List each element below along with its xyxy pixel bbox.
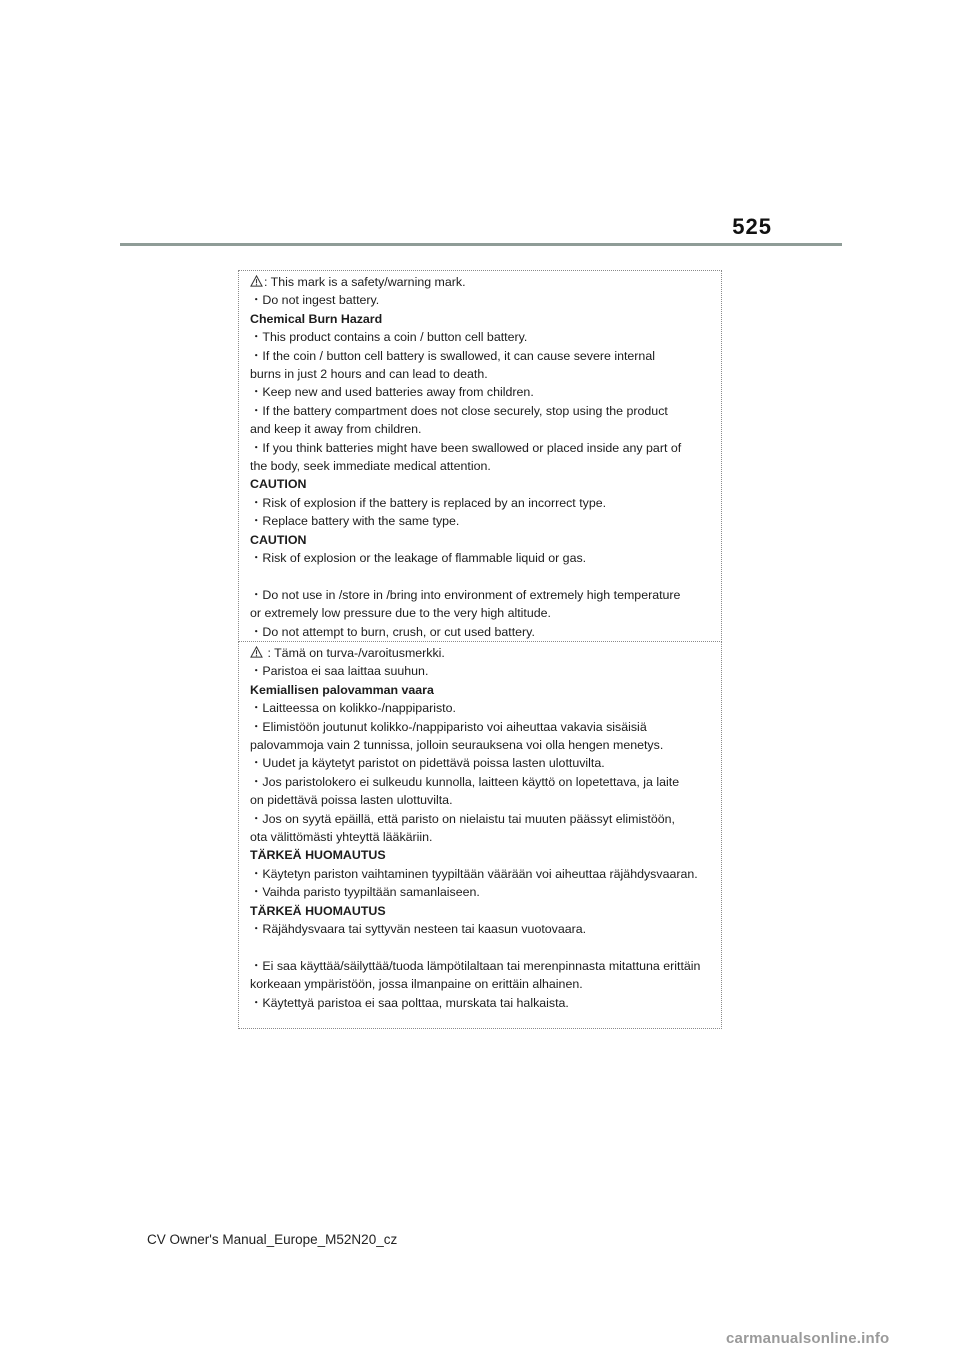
label-line (250, 773, 721, 791)
line-text: TÄRKEÄ HUOMAUTUS (250, 848, 386, 863)
line-text: Chemical Burn Hazard (250, 311, 383, 326)
label-line (250, 291, 721, 309)
label-line (250, 865, 721, 883)
label-heading (250, 846, 721, 864)
label-line (250, 402, 721, 420)
label-heading (250, 475, 721, 493)
line-text: Kemiallisen palovamman vaara (250, 682, 434, 697)
label-content-english (239, 271, 721, 641)
line-text: ・Do not attempt to burn, crush, or cut used battery. (250, 624, 535, 639)
label-line (250, 439, 721, 457)
line-text: ・Do not ingest battery. (250, 293, 380, 308)
line-text: ・Keep new and used batteries away from children. (250, 385, 534, 400)
label-line (250, 328, 721, 346)
warning-triangle-icon (250, 646, 263, 658)
line-text: TÄRKEÄ HUOMAUTUS (250, 903, 386, 918)
line-text: ・Risk of explosion if the battery is replaced by an incorrect type. (250, 495, 607, 510)
line-text: : This mark is a safety/warning mark. (264, 275, 466, 289)
label-line (250, 957, 721, 975)
line-text: the body, seek immediate medical attention. (250, 459, 491, 474)
blank-line (250, 568, 721, 586)
line-text: CAUTION (250, 532, 307, 547)
line-text: ota välittömästi yhteyttä lääkäriin. (250, 830, 433, 845)
line-text: ・Laitteessa on kolikko-/nappiparisto. (250, 701, 456, 716)
line-text: korkeaan ympäristöön, jossa ilmanpaine on erittäin alhainen. (250, 977, 583, 992)
label-line (250, 512, 721, 530)
label-heading (250, 531, 721, 549)
line-text: or extremely low pressure due to the very high altitude. (250, 606, 551, 621)
line-text: : Tämä on turva-/varoitusmerkki. (264, 646, 445, 660)
label-line (250, 457, 721, 475)
page-number: 525 (732, 214, 772, 239)
line-text: ・Ei saa käyttää/säilyttää/tuoda lämpötilaltaan tai merenpinnasta mitattuna erittäin (250, 958, 701, 973)
line-text: ・If the battery compartment does not close securely, stop using the product (250, 403, 668, 418)
label-line (250, 604, 721, 622)
blank-line (250, 939, 721, 957)
label-line (250, 662, 721, 680)
label-line (250, 586, 721, 604)
label-line (250, 699, 721, 717)
line-text: palovammoja vain 2 tunnissa, jolloin seurauksena voi olla hengen menetys. (250, 738, 664, 753)
label-line (250, 365, 721, 383)
warning-triangle-icon (250, 275, 263, 287)
label-line (250, 791, 721, 809)
line-text: ・Do not use in /store in /bring into environment of extremely high temperature (250, 587, 681, 602)
line-text: burns in just 2 hours and can lead to death. (250, 367, 488, 382)
line-text: ・Vaihda paristo tyypiltään samanlaiseen. (250, 885, 480, 900)
label-line (250, 383, 721, 401)
label-line (250, 549, 721, 567)
label-line (250, 718, 721, 736)
label-heading (250, 310, 721, 328)
line-text: ・Paristoa ei saa laittaa suuhun. (250, 664, 429, 679)
label-line (250, 828, 721, 846)
label-line (250, 920, 721, 938)
watermark: carmanualsonline.info (726, 1330, 890, 1347)
footer-manual-id: CV Owner's Manual_Europe_M52N20_cz (147, 1232, 398, 1247)
line-text: ・Risk of explosion or the leakage of flammable liquid or gas. (250, 551, 587, 566)
label-heading (250, 902, 721, 920)
line-text: ・Käytettyä paristoa ei saa polttaa, murskata tai halkaista. (250, 995, 569, 1010)
line-text: ・Räjähdysvaara tai syttyvän nesteen tai kaasun vuotovaara. (250, 922, 587, 937)
line-text: CAUTION (250, 477, 307, 492)
label-line (250, 975, 721, 993)
line-text: ・Käytetyn pariston vaihtaminen tyypiltään väärään voi aiheuttaa räjähdysvaaran. (250, 866, 698, 881)
line-text: ・Jos paristolokero ei sulkeudu kunnolla, laitteen käyttö on lopetettava, ja laite (250, 774, 680, 789)
battery-label-english (238, 270, 722, 642)
label-line (250, 623, 721, 641)
label-line (250, 994, 721, 1012)
label-line (250, 420, 721, 438)
label-line (250, 273, 721, 291)
label-heading (250, 681, 721, 699)
label-line (250, 347, 721, 365)
label-content-finnish (239, 642, 721, 1012)
label-line (250, 810, 721, 828)
line-text: and keep it away from children. (250, 422, 422, 437)
line-text: ・This product contains a coin / button cell battery. (250, 330, 528, 345)
label-line (250, 736, 721, 754)
label-line (250, 754, 721, 772)
label-line (250, 644, 721, 662)
line-text: ・Elimistöön joutunut kolikko-/nappiparisto voi aiheuttaa vakavia sisäisiä (250, 719, 647, 734)
label-line (250, 494, 721, 512)
header-rule (120, 243, 842, 246)
line-text: on pidettävä poissa lasten ulottuvilta. (250, 793, 453, 808)
line-text: ・Replace battery with the same type. (250, 514, 460, 529)
line-text: ・If the coin / button cell battery is swallowed, it can cause severe internal (250, 348, 655, 363)
label-line (250, 883, 721, 901)
line-text: ・Uudet ja käytetyt paristot on pidettävä poissa lasten ulottuvilta. (250, 756, 605, 771)
line-text: ・If you think batteries might have been swallowed or placed inside any part of (250, 440, 682, 455)
line-text: ・Jos on syytä epäillä, että paristo on nielaistu tai muuten päässyt elimistöön, (250, 811, 675, 826)
battery-label-finnish (238, 641, 722, 1029)
